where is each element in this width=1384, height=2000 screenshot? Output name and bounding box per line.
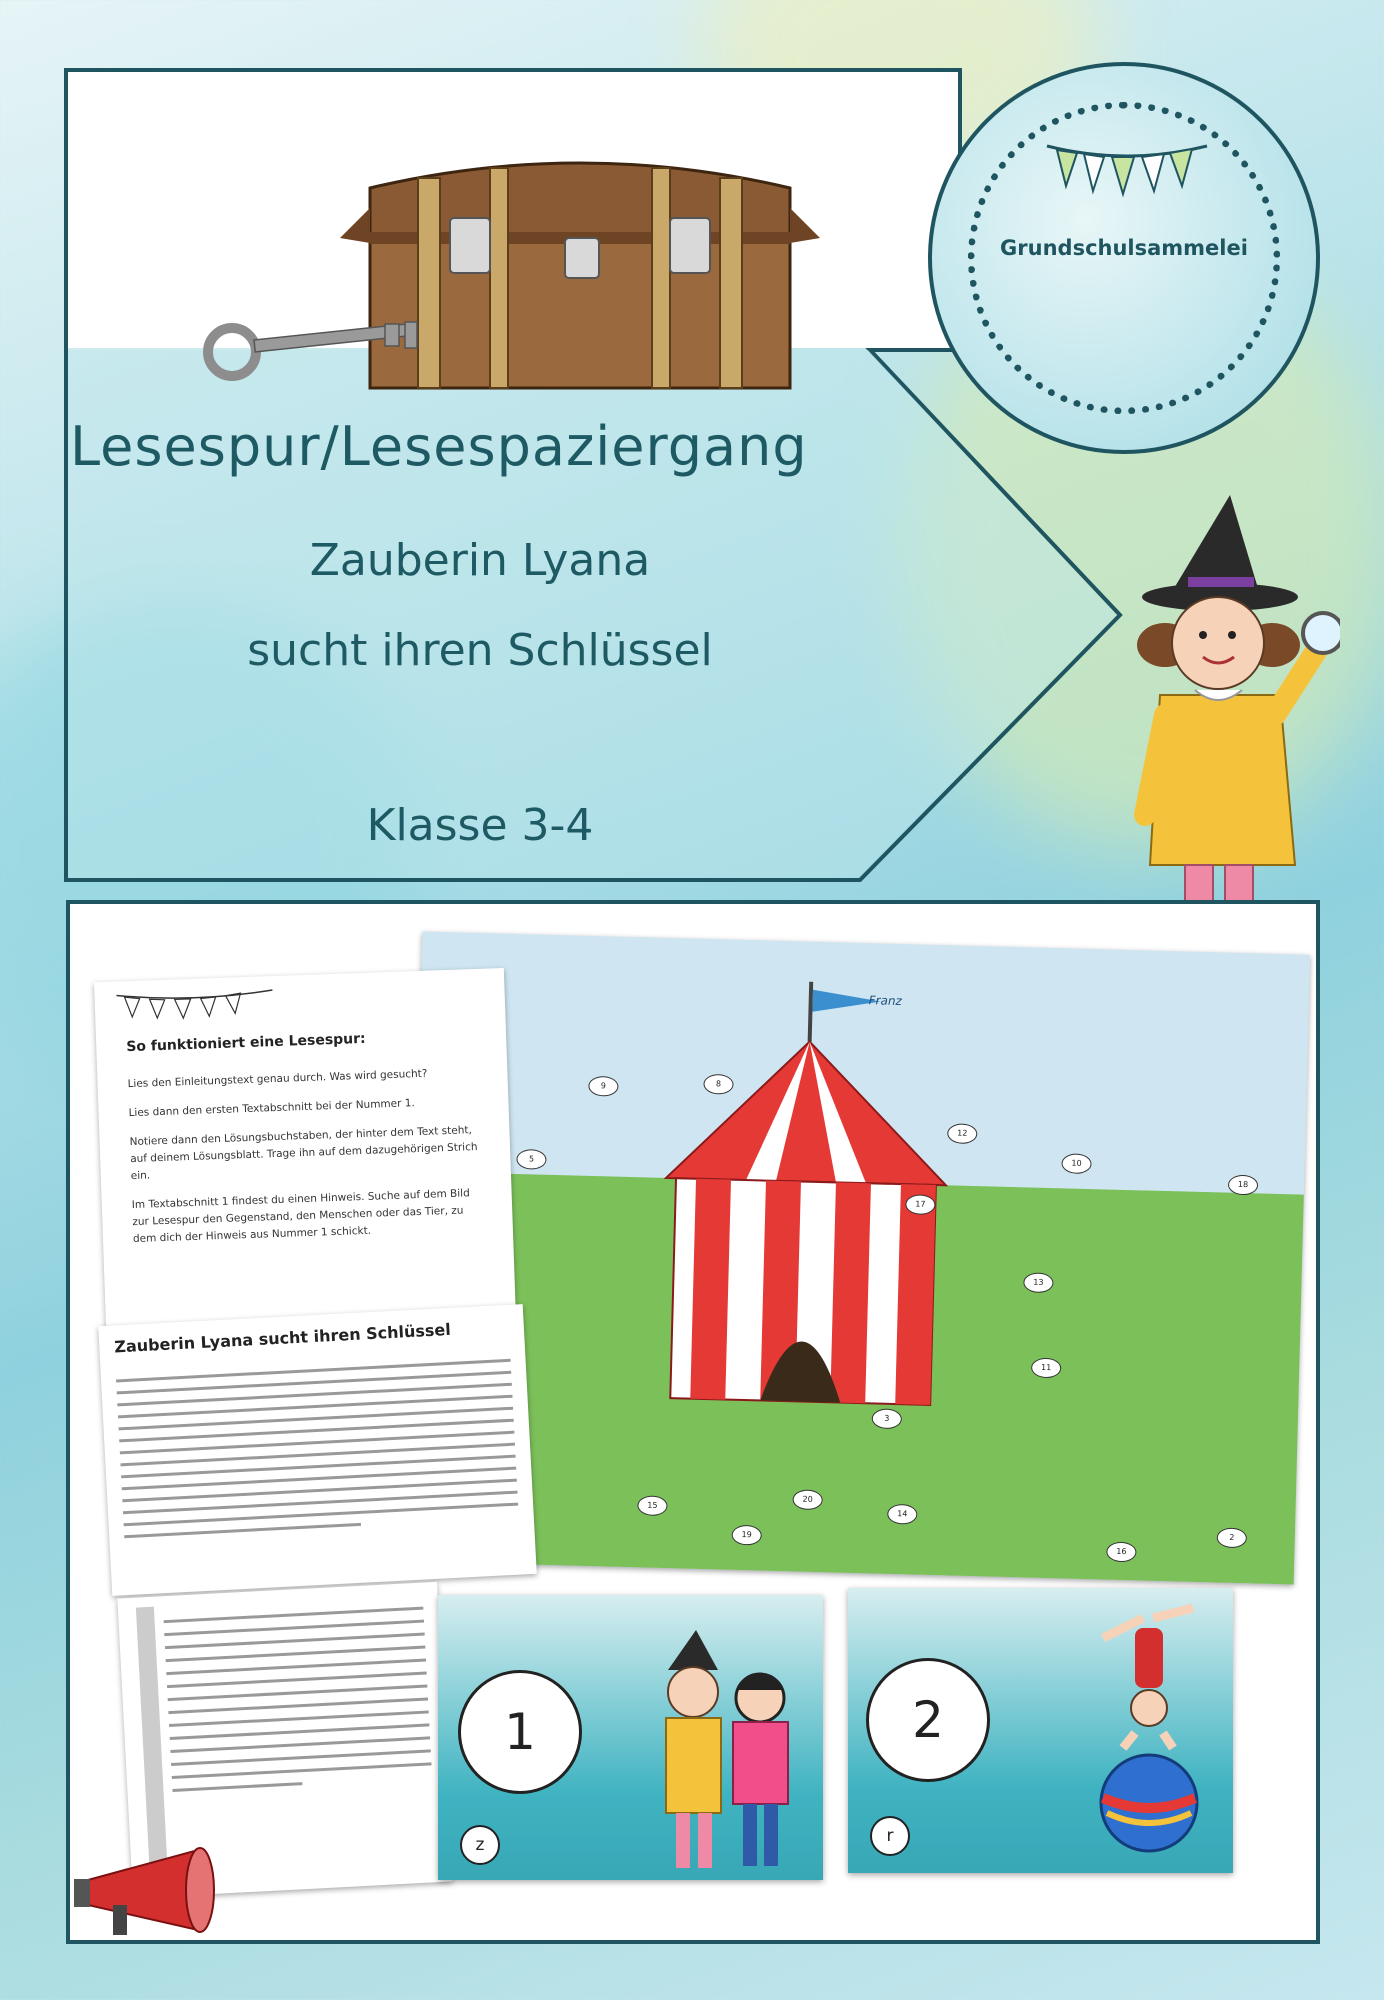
station-card-2 (848, 1588, 1233, 1873)
bunting-icon (114, 984, 275, 1025)
map-marker: 3 (872, 1408, 903, 1429)
instruction-item: Lies den Einleitungstext genau durch. Was wird gesucht? (127, 1067, 428, 1091)
instruction-item: Lies dann den ersten Textabschnitt bei der Nummer 1. (128, 1097, 416, 1120)
grade-label: Klasse 3-4 (366, 800, 594, 851)
map-marker: 9 (588, 1076, 619, 1097)
story-sheet (98, 1304, 537, 1596)
map-marker: 8 (703, 1074, 734, 1095)
station-card-1 (438, 1595, 823, 1880)
children-illustration (648, 1630, 808, 1875)
instructions-sheet (94, 968, 516, 1332)
map-marker: 16 (1106, 1542, 1137, 1563)
map-marker: 5 (516, 1149, 547, 1170)
map-marker: 19 (731, 1525, 762, 1546)
subtitle-line-2: sucht ihren Schlüssel (247, 625, 713, 676)
key-illustration (200, 310, 440, 390)
card-letter: z (460, 1825, 500, 1865)
map-marker: 20 (792, 1489, 823, 1510)
megaphone-illustration (68, 1835, 258, 1945)
flag-label: Franz (868, 993, 903, 1009)
section-text-lines (163, 1597, 433, 1802)
subtitle-line-1: Zauberin Lyana (309, 535, 651, 586)
circus-map-sheet (406, 931, 1310, 1584)
map-marker: 17 (905, 1194, 936, 1215)
card-number: 2 (866, 1658, 990, 1782)
logo-text: Grundschulsammelei (1000, 236, 1248, 260)
instructions-list (127, 1064, 488, 1248)
instruction-item: Im Textabschnitt 1 findest du einen Hinweis. Suche auf dem Bild zur Lesespur den Gegenstand, den Menschen oder das Tier, zu dem dich der Hinweis aus Nummer 1 schickt. (131, 1187, 470, 1246)
map-marker: 15 (637, 1495, 668, 1516)
map-marker: 11 (1031, 1358, 1062, 1379)
map-marker: 10 (1061, 1153, 1092, 1174)
map-marker: 12 (947, 1123, 978, 1144)
instructions-heading: So funktioniert eine Lesespur: (126, 1030, 366, 1056)
map-marker: 13 (1023, 1272, 1054, 1293)
card-letter: r (870, 1816, 910, 1856)
map-marker: 2 (1217, 1527, 1248, 1548)
map-marker: 14 (887, 1504, 918, 1525)
brand-logo (928, 62, 1320, 454)
story-text-lines (116, 1350, 520, 1547)
map-marker: 18 (1228, 1175, 1259, 1196)
acrobat-on-ball-illustration (1073, 1598, 1223, 1858)
card-number: 1 (458, 1670, 582, 1794)
page-title: Lesespur/Lesespaziergang (70, 415, 808, 478)
instruction-item: Notiere dann den Lösungsbuchstaben, der hinter dem Text steht, auf deinem Lösungsblatt. Trage ihn auf dem dazugehörigen Strich ein. (129, 1124, 478, 1183)
bunting-icon (1042, 136, 1212, 206)
story-heading: Zauberin Lyana sucht ihren Schlüssel (113, 1319, 452, 1357)
